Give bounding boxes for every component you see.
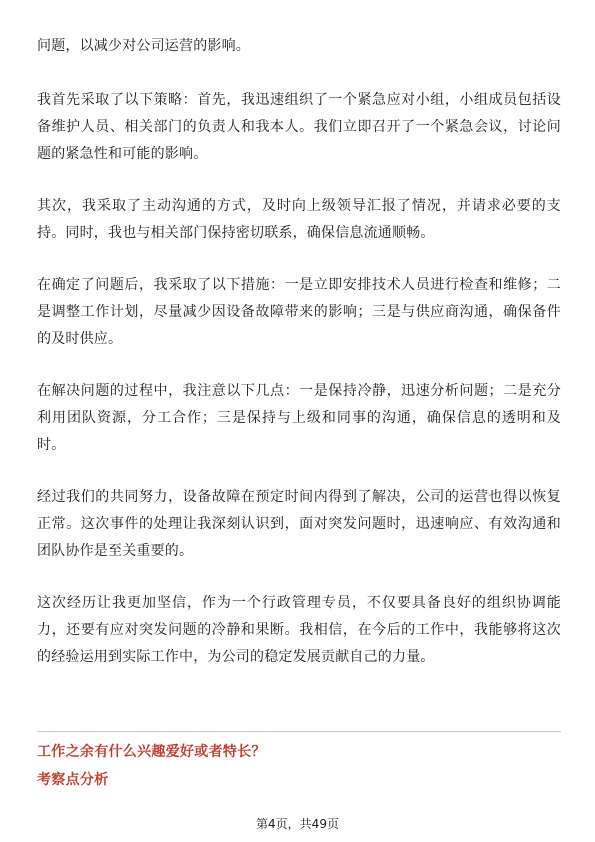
section-divider xyxy=(37,731,561,732)
paragraph-2: 我首先采取了以下策略：首先，我迅速组织了一个紧急应对小组，小组成员包括设备维护人员、相关部门的负责人和我本人。我们立即召开了一个紧急会议，讨论问题的紧急性和可能的影响。 xyxy=(37,92,561,162)
paragraph-7: 这次经历让我更加坚信，作为一个行政管理专员，不仅要具备良好的组织协调能力，还要有应对突发问题的冷静和果断。我相信，在今后的工作中，我能够将这次的经验运用到实际工作中，为公司的稳定发展贡献自己的力量。 xyxy=(37,595,561,665)
answer-body xyxy=(37,33,561,696)
page-number: 第4页，共49页 xyxy=(256,817,339,831)
paragraph-4: 在确定了问题后，我采取了以下措施：一是立即安排技术人员进行检查和维修；二是调整工作计划，尽量减少因设备故障带来的影响；三是与供应商沟通，确保备件的及时供应。 xyxy=(37,277,561,347)
paragraph-3: 其次，我采取了主动沟通的方式，及时向上级领导汇报了情况，并请求必要的支持。同时，我也与相关部门保持密切联系，确保信息流通顺畅。 xyxy=(37,198,561,241)
interview-question: 工作之余有什么兴趣爱好或者特长？ xyxy=(37,744,266,760)
paragraph-5: 在解决问题的过程中，我注意以下几点：一是保持冷静，迅速分析问题；二是充分利用团队资源，分工合作；三是保持与上级和同事的沟通，确保信息的透明和及时。 xyxy=(37,383,561,453)
paragraph-1: 问题，以减少对公司运营的影响。 xyxy=(37,38,250,54)
analysis-subheading: 考察点分析 xyxy=(37,772,109,788)
paragraph-6: 经过我们的共同努力，设备故障在预定时间内得到了解决，公司的运营也得以恢复正常。这次事件的处理让我深刻认识到，面对突发问题时，迅速响应、有效沟通和团队协作是至关重要的。 xyxy=(37,489,561,559)
